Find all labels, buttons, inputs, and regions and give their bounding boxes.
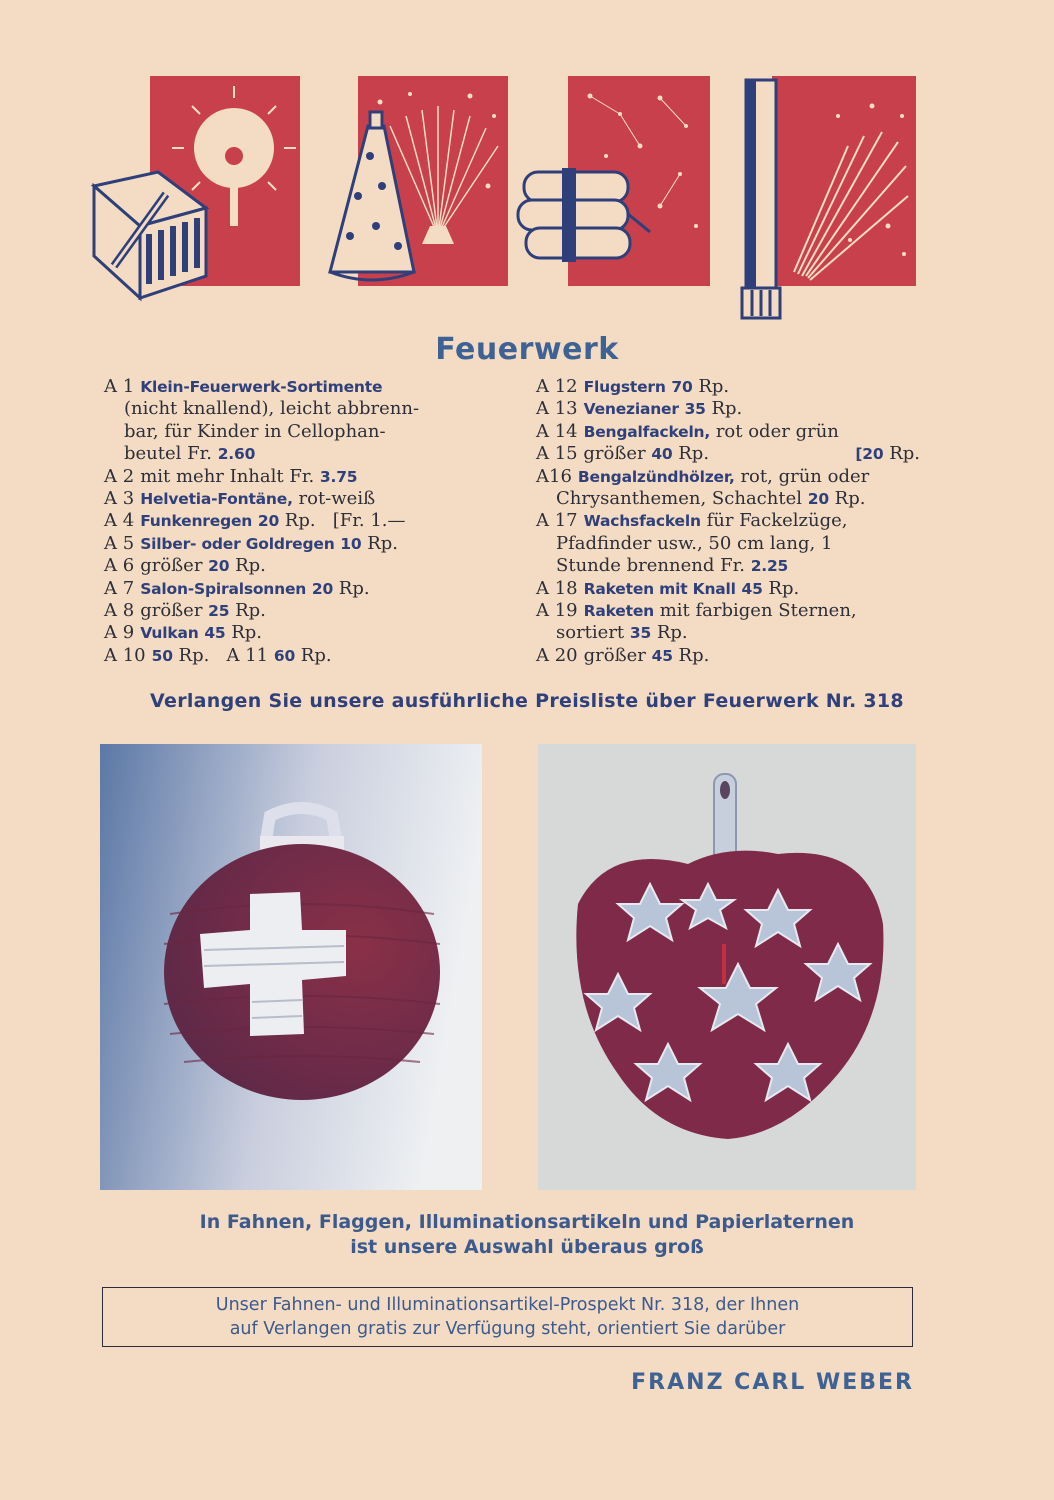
list-item: A 19 Raketen mit farbigen Sternen,	[536, 600, 857, 622]
list-item: A 14 Bengalfackeln, rot oder grün	[536, 420, 839, 442]
pricelist-note: Verlangen Sie unsere ausführliche Preisliste über Feuerwerk Nr. 318	[150, 690, 904, 712]
firecracker-bundle-illustration	[510, 76, 710, 292]
list-item: A 5 Silber- oder Goldregen 10 Rp.	[104, 532, 398, 554]
list-item: A 9 Vulkan 45 Rp.	[104, 622, 263, 644]
brand-name: FRANZ CARL WEBER	[631, 1370, 914, 1395]
list-item: A 6 größer 20 Rp.	[104, 555, 266, 577]
page-heading: Feuerwerk	[435, 332, 619, 367]
list-item: A 1 Klein-Feuerwerk-Sortimente	[104, 376, 383, 397]
prospectus-box: Unser Fahnen- und Illuminationsartikel-Prospekt Nr. 318, der Ihnen auf Verlangen gratis zur Verfügung steht, orientiert Sie darüber	[102, 1287, 913, 1347]
list-item: A 20 größer 45 Rp.	[536, 644, 710, 666]
list-item: A 13 Venezianer 35 Rp.	[536, 398, 743, 420]
list-item: A 2 mit mehr Inhalt Fr. 3.75	[104, 465, 358, 487]
swiss-lantern-photo	[100, 744, 482, 1190]
list-item: A 17 Wachsfackeln für Fackelzüge,	[536, 510, 848, 532]
list-item: A 10 50 Rp. A 11 60 Rp.	[104, 644, 332, 666]
list-item: A16 Bengalzündhölzer, rot, grün oder	[536, 465, 870, 487]
list-item: A 4 Funkenregen 20 Rp. [Fr. 1.—	[104, 510, 406, 532]
matchbox-sparkler-illustration	[88, 76, 302, 302]
list-item: A 8 größer 25 Rp.	[104, 600, 266, 622]
list-item: A 15 größer 40 Rp. [20 Rp.	[536, 443, 920, 465]
list-item: A 3 Helvetia-Fontäne, rot-weiß	[104, 488, 376, 510]
list-item: A 18 Raketen mit Knall 45 Rp.	[536, 577, 800, 599]
product-list-right: A 12 Flugstern 70 Rp. A 13 Venezianer 35 Rp. A 14 Bengalfackeln, rot oder grün A 15 größer 40 Rp. [20 Rp. A16 Bengalzündhölzer, rot, grün oder Chrysanthemen, Schachtel 20 Rp. A 17 Wachsfackeln für Fackelzüge, Pfadfinder usw., 50 cm lang, 1 Stunde brennend Fr. 2.25 A 18 Raketen mit Knall 45 Rp. A 19 Raketen mit farbigen Sternen, sortiert 35 Rp. A 20 größer 45 Rp.	[536, 376, 920, 666]
star-lantern-photo	[538, 744, 916, 1190]
fountain-cone-illustration	[310, 76, 510, 292]
list-item: A 7 Salon-Spiralsonnen 20 Rp.	[104, 577, 370, 599]
assortment-caption: In Fahnen, Flaggen, Illuminationsartikeln und Papierlaternen ist unsere Auswahl überaus groß	[199, 1211, 855, 1258]
product-list-left: A 1 Klein-Feuerwerk-Sortimente (nicht knallend), leicht abbrenn- bar, für Kinder in Cellophan- beutel Fr. 2.60 A 2 mit mehr Inhalt Fr. 3.75 A 3 Helvetia-Fontäne, rot-weiß A 4 Funkenregen 20 Rp. [Fr. 1.— A 5 Silber- oder Goldregen 10 Rp. A 6 größer 20 Rp. A 7 Salon-Spiralsonnen 20 Rp. A 8 größer 25 Rp. A 9 Vulkan 45 Rp. A 10 50 Rp. A 11 60 Rp.	[104, 376, 504, 667]
list-item: A 12 Flugstern 70 Rp.	[536, 376, 730, 397]
torch-sparks-illustration	[738, 76, 920, 326]
